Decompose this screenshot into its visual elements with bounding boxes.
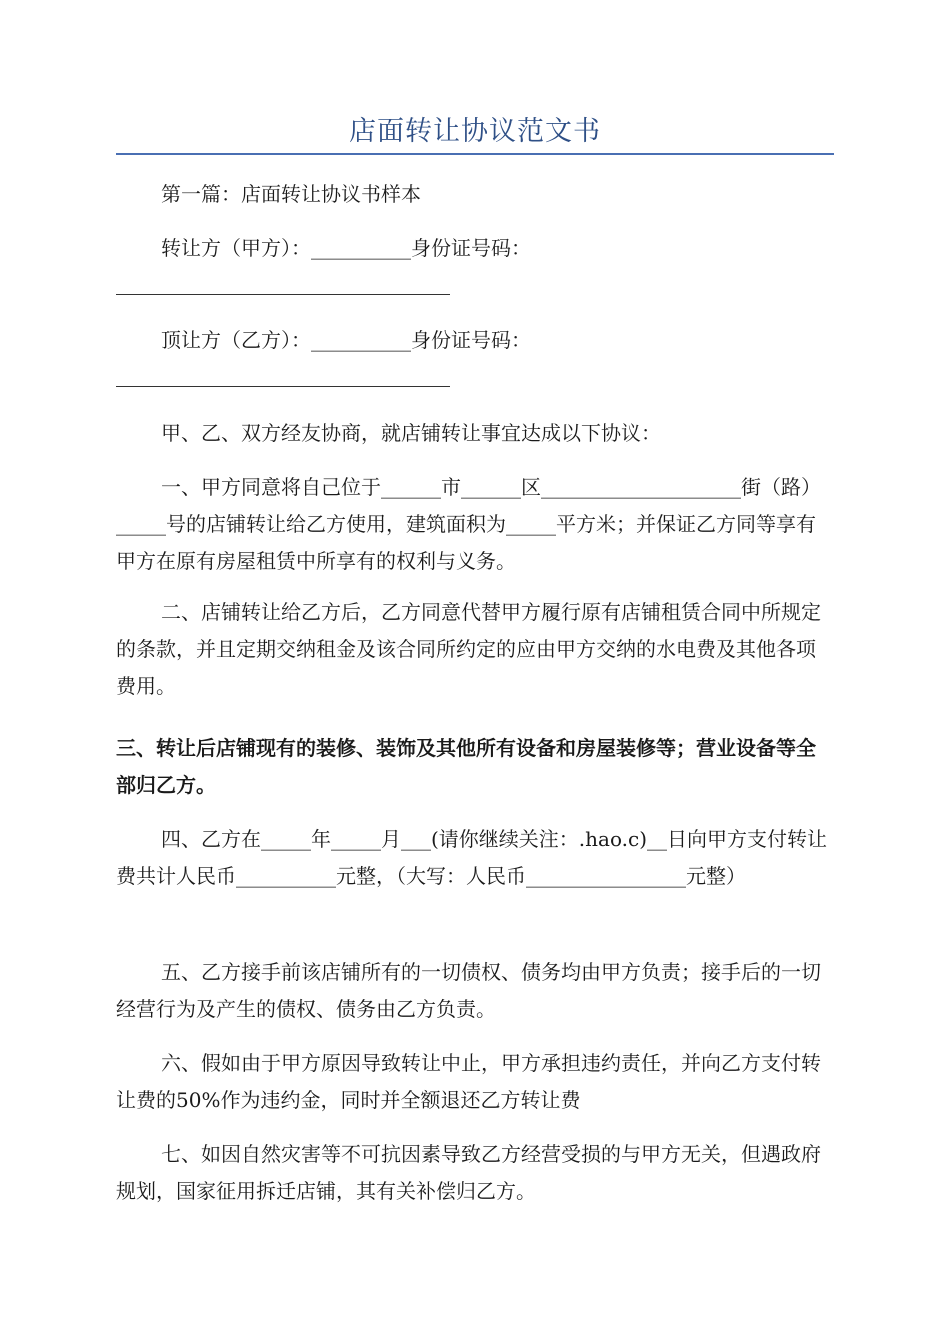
clause-7: 七、如因自然灾害等不可抗因素导致乙方经营受损的与甲方无关，但遇政府规划，国家征用拆迁店铺，其有关补偿归乙方。 — [116, 1142, 821, 1203]
id-number-blank-transferee — [116, 386, 450, 387]
paragraph-transferor: 转让方（甲方）：__________身份证号码： — [161, 236, 531, 260]
id-number-blank-transferor — [116, 294, 450, 295]
paragraph-preamble: 甲、乙、双方经友协商，就店铺转让事宜达成以下协议： — [161, 421, 661, 445]
clause-3: 三、转让后店铺现有的装修、装饰及其他所有设备和房屋装修等；营业设备等全部归乙方。 — [116, 736, 816, 797]
clause-1: 一、甲方同意将自己位于______市______区____________________街（路）_____号的店铺转让给乙方使用，建筑面积为_____平方米；并保证乙方同等享有甲方在原有房屋租赁中所享有的权利与义务。 — [116, 475, 821, 573]
document-title: 店面转让协议范文书 — [349, 116, 601, 147]
clause-2: 二、店铺转让给乙方后，乙方同意代替甲方履行原有店铺租赁合同中所规定的条款，并且定期交纳租金及该合同所约定的应由甲方交纳的水电费及其他各项费用。 — [116, 600, 821, 698]
paragraph-transferee: 顶让方（乙方）：__________身份证号码： — [161, 328, 531, 352]
clause-4: 四、乙方在_____年_____月___(请你继续关注：.hao.c)__日向甲方支付转让费共计人民币__________元整，（大写：人民币________________元整） — [116, 827, 828, 888]
clause-5: 五、乙方接手前该店铺所有的一切债权、债务均由甲方负责；接手后的一切经营行为及产生的债权、债务由乙方负责。 — [116, 960, 821, 1021]
clause-6: 六、假如由于甲方原因导致转让中止，甲方承担违约责任，并向乙方支付转让费的50%作为违约金，同时并全额退还乙方转让费 — [116, 1051, 821, 1112]
title-underline — [116, 153, 834, 155]
paragraph-section-heading: 第一篇：店面转让协议书样本 — [161, 182, 421, 206]
